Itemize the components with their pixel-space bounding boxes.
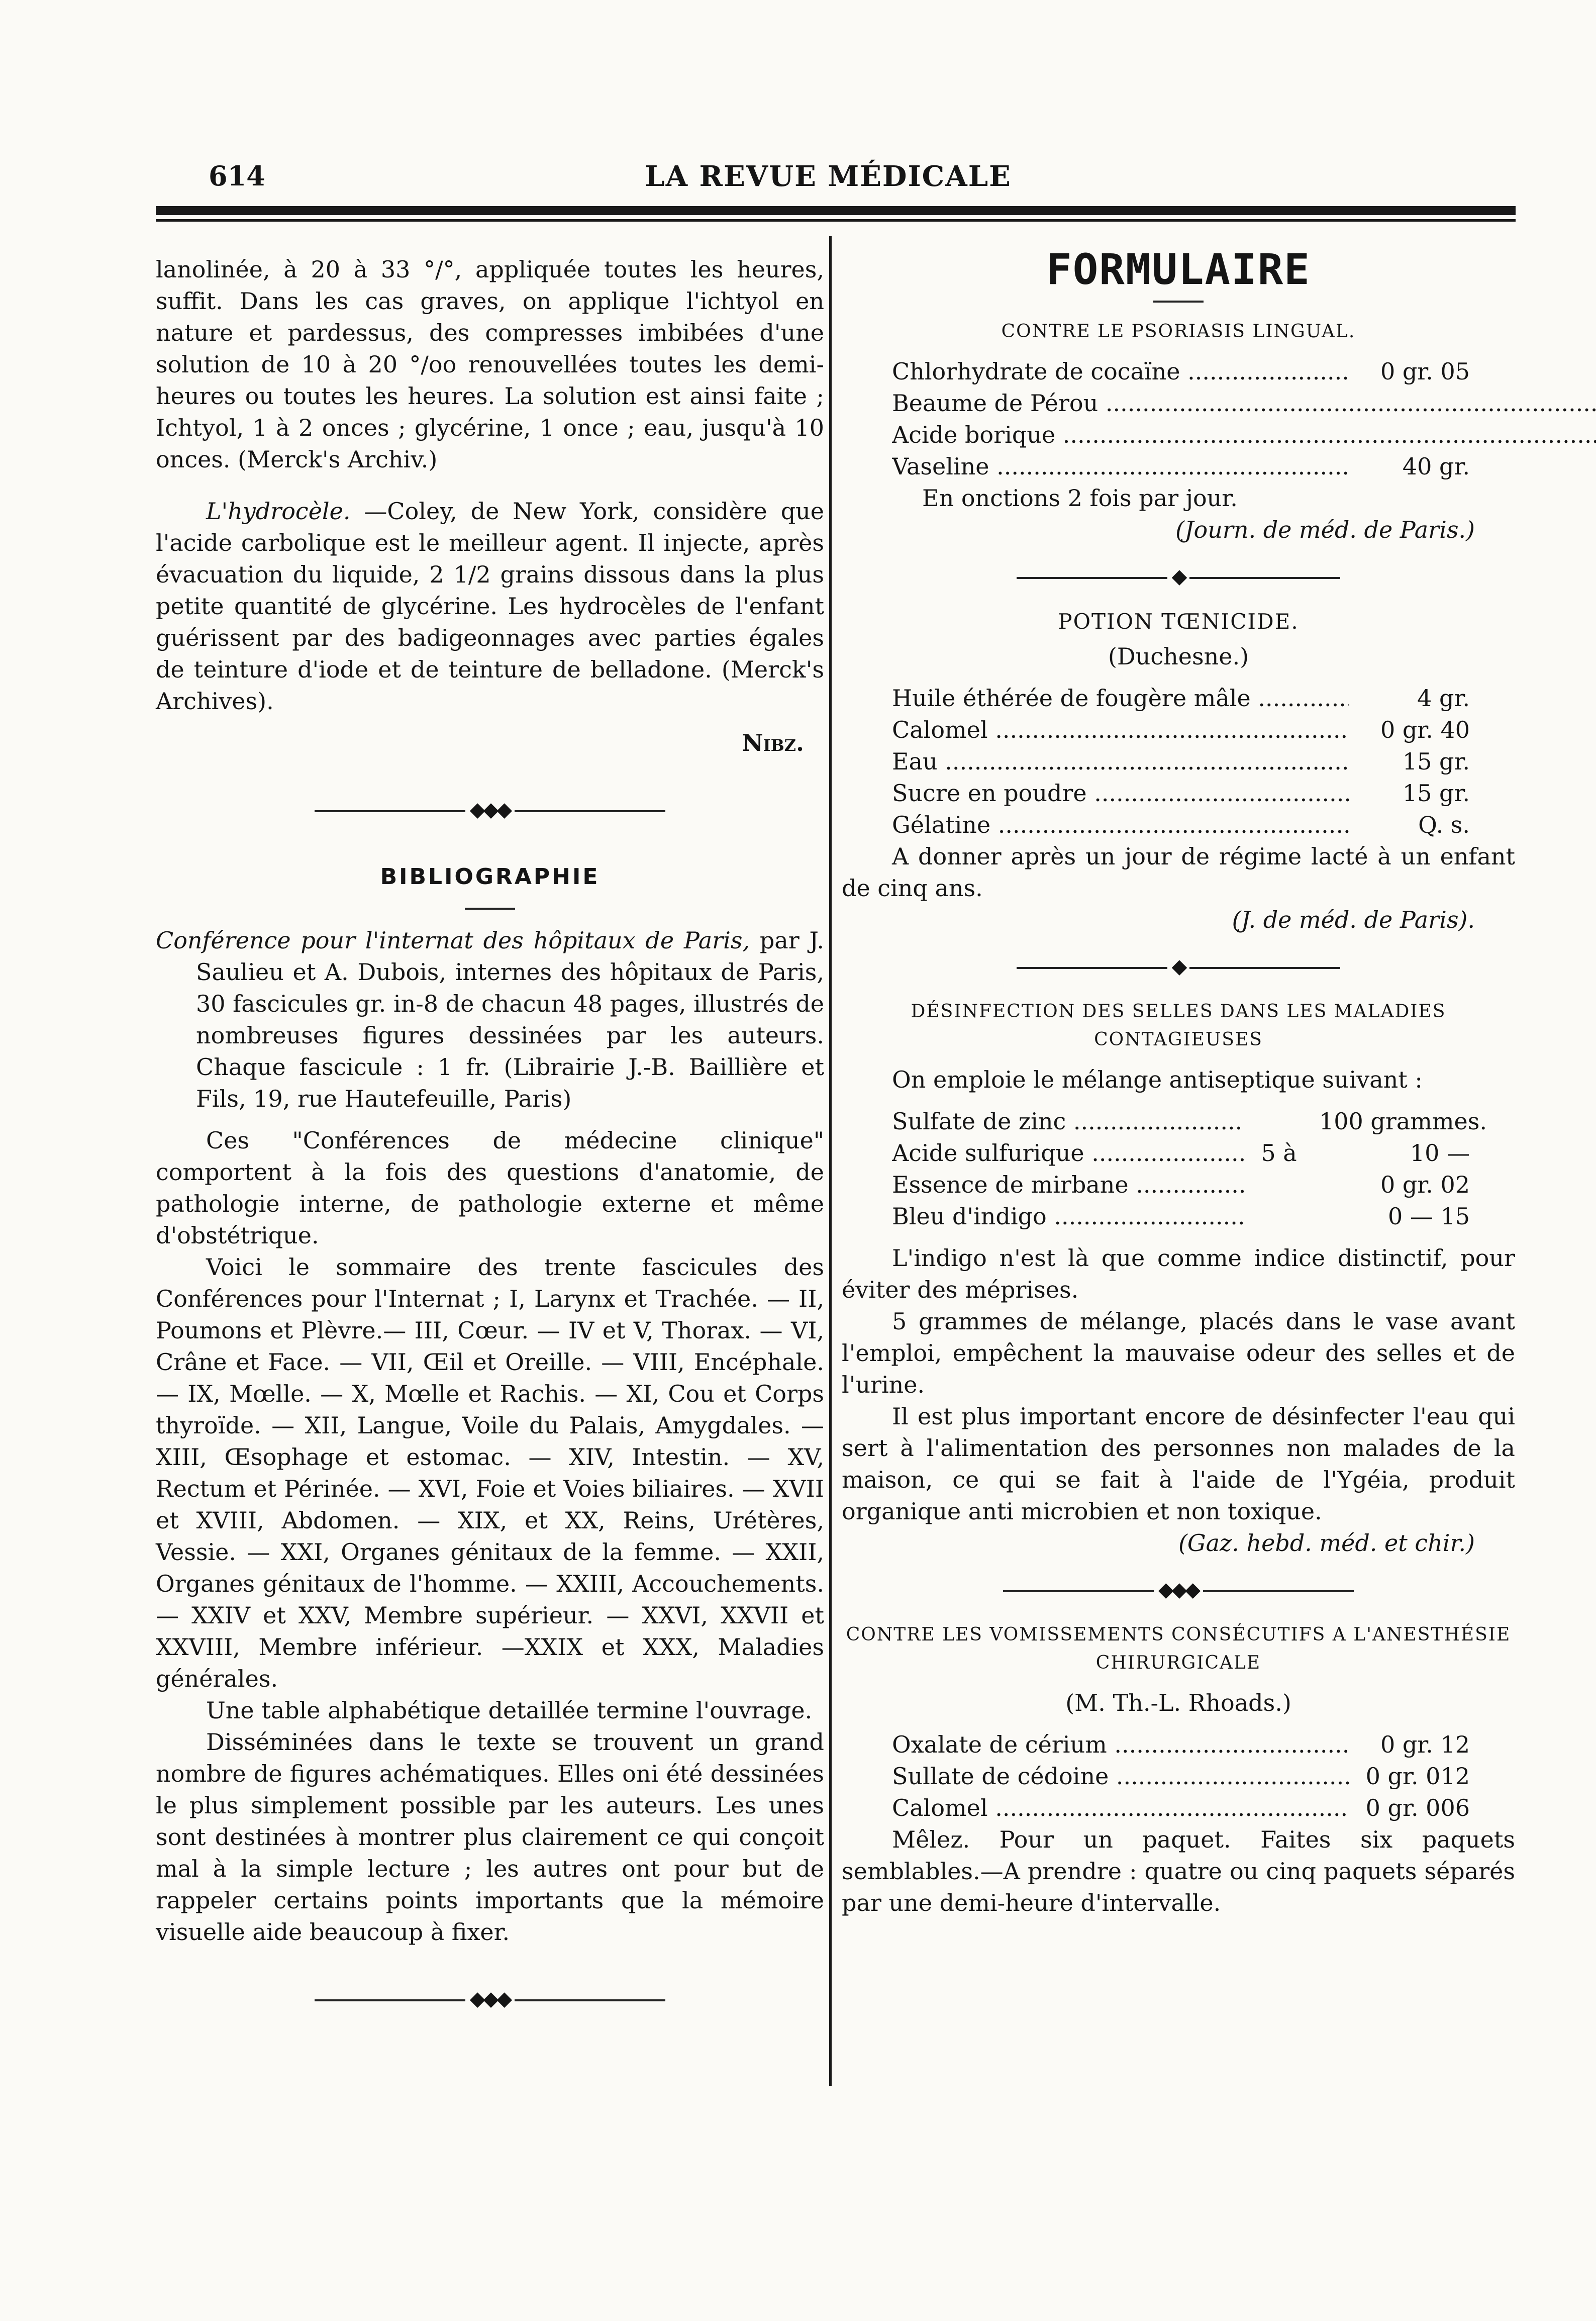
author-signature: Nibz. (742, 729, 804, 756)
formulaire-title: FORMULAIRE (1046, 245, 1311, 294)
running-title: LA REVUE MÉDICALE (645, 160, 1012, 193)
ingredient-name: Acide borique ..... (892, 419, 1596, 451)
ingredient-qty: 0 — 15 (1387, 1203, 1470, 1230)
ingredient-qty: 4 gr. (1417, 685, 1470, 712)
paragraph-hydrocele (156, 496, 824, 717)
hydrocele-title: L'hydrocèle. (206, 498, 351, 525)
short-rule (465, 908, 515, 910)
formula-2-citation: (J. de méd. de Paris). (1232, 906, 1475, 933)
ingredient-qty: 10 — (1410, 1139, 1470, 1167)
ingredient-name: Huile éthérée de fougère mâle ..... (892, 683, 1349, 714)
bib-paragraph-4: Disséminées dans le texte se trouvent un grand nombre de figures achématiques. Elles oni été dessinées le plus simplement possible par les auteurs. Les unes sont destinées à montrer plus clairement ce qui conçoit mal à la simple lecture ; les autres ont pour but de rappeler certains points importants que la mémoire visuelle aide beaucoup à fixer. (156, 1728, 824, 1946)
ingredient-qty: 0 gr. 006 (1365, 1794, 1470, 1821)
recipe-bracket-group (892, 388, 1470, 451)
recipe-line (892, 1137, 1470, 1169)
formula-4-author: (M. Th.-L. Rhoads.) (1065, 1689, 1291, 1716)
ornament-divider-bottom: ◆◆◆ (156, 1983, 824, 2015)
recipe-line (892, 746, 1470, 778)
ingredient-name: Sulfate de zinc ..... (892, 1106, 1244, 1137)
ingredient-qty: 0 gr. 05 (1380, 358, 1470, 385)
short-rule (1153, 301, 1204, 303)
column-divider (829, 236, 832, 2086)
recipe-line (892, 1792, 1470, 1824)
right-column (842, 245, 1515, 1919)
page-number: 614 (209, 160, 265, 192)
recipe-line (892, 451, 1470, 482)
ingredient-name: Acide sulfurique ..... (892, 1137, 1244, 1169)
recipe-line (892, 1169, 1470, 1201)
ornament-divider: ◆◆◆ (156, 794, 824, 826)
ingredient-extra: 5 à (1261, 1139, 1297, 1167)
ornament-divider: ◆ (842, 951, 1515, 983)
header-rule-thick (156, 206, 1516, 215)
formula-1-citation: (Journ. de méd. de Paris.) (1175, 516, 1475, 543)
ingredient-qty: 40 gr. (1402, 453, 1470, 480)
hydrocele-text: —Coley, de New York, considère que l'acide carbolique est le meilleur agent. Il injecte, après évacuation du liquide, 2 1/2 grains dissous dans la plus petite quantité de glycérine. Les hydrocèles de l'enfant guérissent par des badigeonnages avec parties égales de teinture d'iode et de teinture de belladone. (Merck's Archives). (156, 498, 824, 715)
formula-3-citation: (Gaz. hebd. méd. et chir.) (1178, 1529, 1475, 1557)
formula-2-recipe (892, 683, 1470, 841)
formula-3-recipe (892, 1106, 1487, 1232)
ingredient-name: Sucre en poudre ..... (892, 778, 1349, 809)
ingredient-name: Vaseline ..... (892, 451, 1349, 482)
bib-ref-text: par J. Saulieu et A. Dubois, internes des hôpitaux de Paris, 30 fascicules gr. in-8 de chacun 48 pages, illustrés de nombreuses figures dessinées par les auteurs. Chaque fascicule : 1 fr. (Librairie J.-B. Baillière et Fils, 19, rue Hautefeuille, Paris) (196, 927, 824, 1112)
bib-paragraph-3: Une table alphabétique detaillée termine l'ouvrage. (206, 1697, 813, 1724)
ingredient-qty: Q. s. (1418, 811, 1470, 838)
recipe-line (892, 778, 1470, 809)
ingredient-name: Calomel ..... (892, 714, 1349, 746)
ingredient-qty: 15 gr. (1402, 780, 1470, 807)
ornament-divider: ◆◆◆ (842, 1574, 1515, 1606)
ingredient-qty: 0 gr. 012 (1365, 1763, 1470, 1790)
formula-1-recipe (892, 356, 1470, 482)
ingredient-qty: 15 gr. (1402, 748, 1470, 775)
paragraph-ichtyol: lanolinée, à 20 à 33 °/°, appliquée toutes les heures, suffit. Dans les cas graves, on applique l'ichtyol en nature et pardessus, des compresses imbibées d'une solution de 10 à 20 °/oo renouvellées toutes les demi-heures ou toutes les heures. La solution est ainsi faite ; Ichtyol, 1 à 2 onces ; glycérine, 1 once ; eau, jusqu'à 10 onces. (Merck's Archiv.) (156, 256, 824, 473)
formula-3-intro: On emploie le mélange antiseptique suivant : (892, 1066, 1423, 1093)
ingredient-name: Beaume de Pérou ..... (892, 388, 1596, 419)
ingredient-qty: 0 gr. 02 (1380, 1171, 1470, 1198)
bib-paragraph-1: Ces "Conférences de médecine clinique" comportent à la fois des questions d'anatomie, de pathologie interne, de pathologie externe et même d'obstétrique. (156, 1127, 824, 1249)
section-title-bibliographie: BIBLIOGRAPHIE (380, 864, 600, 890)
ingredient-name: Calomel ..... (892, 1792, 1349, 1824)
ingredient-name: Bleu d'indigo ..... (892, 1201, 1244, 1232)
ingredient-name: Eau ..... (892, 746, 1349, 778)
recipe-line (892, 1761, 1470, 1792)
recipe-line (892, 1729, 1470, 1761)
recipe-line (892, 1106, 1487, 1137)
recipe-line (892, 356, 1470, 388)
ingredient-name: Oxalate de cérium ..... (892, 1729, 1349, 1761)
ingredient-name: Essence de mirbane ..... (892, 1169, 1244, 1201)
bib-paragraph-2: Voici le sommaire des trente fascicules des Conférences pour l'Internat ; I, Larynx et Trachée. — II, Poumons et Plèvre.— III, Cœur. — IV et V, Thorax. — VI, Crâne et Face. — VII, Œil et Oreille. — VIII, Encéphale. — IX, Mœlle. — X, Mœlle et Rachis. — XI, Cou et Corps thyroïde. — XII, Langue, Voile du Palais, Amygdales. — XIII, Œsophage et estomac. — XIV, Intestin. — XV, Rectum et Périnée. — XVI, Foie et Voies biliaires. — XVII et XVIII, Abdomen. — XIX, et XX, Reins, Urétères, Vessie. — XXI, Organes génitaux de la femme. — XXII, Organes génitaux de l'homme. — XXIII, Accouchements. — XXIV et XXV, Membre supérieur. — XXVI, XXVII et XXVIII, Membre inférieur. —XXIX et XXX, Maladies générales. (156, 1253, 824, 1692)
formula-3-paragraph-3: Il est plus important encore de désinfecter l'eau qui sert à l'alimentation des personnes non malades de la maison, ce qui se fait à l'aide de l'Ygéia, produit organique anti microbien et non toxique. (842, 1403, 1515, 1525)
bibliography-reference (156, 925, 824, 1115)
bib-ref-title: Conférence pour l'internat des hôpitaux de Paris, (156, 927, 750, 954)
formula-3-paragraph-1: L'indigo n'est là que comme indice distinctif, pour éviter des méprises. (842, 1244, 1515, 1303)
ingredient-name: Sullate de cédoine ..... (892, 1761, 1349, 1792)
formula-3-paragraph-2: 5 grammes de mélange, placés dans le vase avant l'emploi, empêchent la mauvaise odeur des selles et de l'urine. (842, 1308, 1515, 1398)
ingredient-qty: 0 gr. 40 (1380, 716, 1470, 743)
formula-1-instruction: En onctions 2 fois par jour. (922, 485, 1238, 512)
formula-2-author: (Duchesne.) (1108, 643, 1249, 670)
ingredient-qty: 100 grammes. (1319, 1108, 1487, 1135)
left-column (156, 254, 824, 2050)
recipe-line (892, 714, 1470, 746)
formula-3-title: DÉSINFECTION DES SELLES DANS LES MALADIES CONTAGIEUSES (911, 1001, 1446, 1050)
recipe-line (892, 683, 1470, 714)
recipe-line (892, 809, 1470, 841)
ingredient-name: Gélatine ..... (892, 809, 1349, 841)
recipe-line (892, 1201, 1470, 1232)
ingredient-name: Chlorhydrate de cocaïne ..... (892, 356, 1349, 388)
page-header (151, 160, 1506, 193)
ornament-divider: ◆ (842, 561, 1515, 593)
formula-4-instruction: Mêlez. Pour un paquet. Faites six paquets semblables.—A prendre : quatre ou cinq paquets séparés par une demi-heure d'intervalle. (842, 1826, 1515, 1916)
formula-1-title: CONTRE LE PSORIASIS LINGUAL. (1001, 321, 1356, 342)
formula-2-instruction: A donner après un jour de régime lacté à un enfant de cinq ans. (842, 843, 1515, 902)
header-rule-thin (156, 219, 1516, 222)
formula-4-recipe (892, 1729, 1470, 1824)
formula-2-title: POTION TŒNICIDE. (1058, 609, 1299, 634)
formula-4-title: CONTRE LES VOMISSEMENTS CONSÉCUTIFS A L'ANESTHÉSIE CHIRURGICALE (846, 1624, 1511, 1673)
ingredient-qty: 0 gr. 12 (1380, 1731, 1470, 1758)
